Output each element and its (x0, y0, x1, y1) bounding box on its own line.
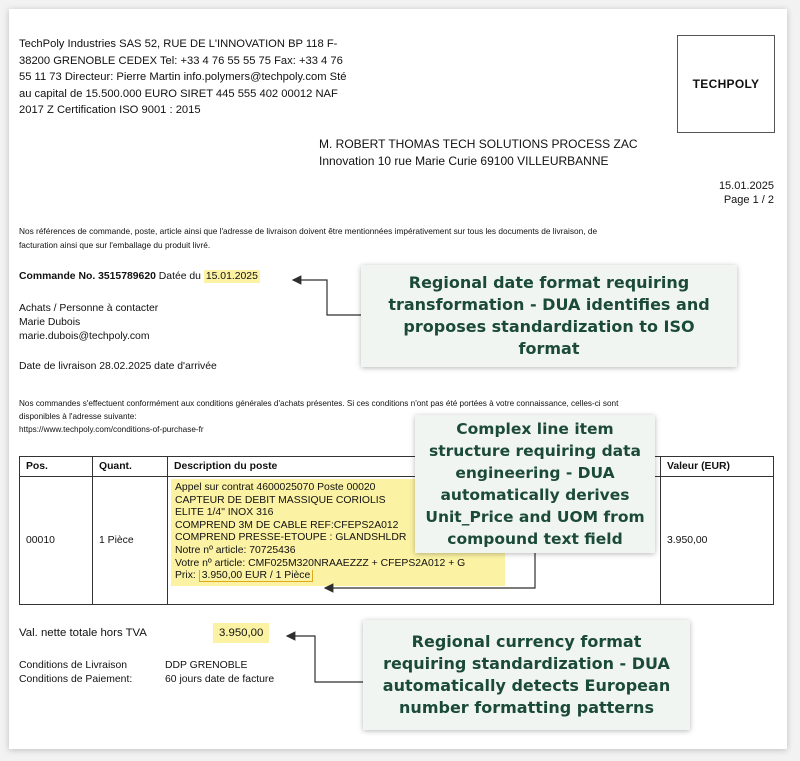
sender-line: 2017 Z Certification ISO 9001 : 2015 (19, 104, 201, 116)
total-value-highlight: 3.950,00 (213, 623, 269, 643)
document-date: 15.01.2025 (718, 180, 774, 192)
recipient-address (319, 136, 679, 170)
recipient-line: M. ROBERT THOMAS TECH SOLUTIONS PROCESS ZAC (319, 137, 638, 151)
callout-line-item: Complex line item structure requiring data engineering - DUA automatically derives Unit_Price and UOM from compound text field (415, 415, 655, 553)
contact-block (19, 302, 158, 344)
contact-role: Achats / Personne à contacter (19, 303, 159, 314)
recipient-line: Innovation 10 rue Marie Curie 69100 VILLEURBANNE (319, 154, 609, 168)
notice-line: Nos références de commande, poste, article ainsi que l'adresse de livraison doivent être mentionnées impérativement sur tous les documents de livraison, de (19, 226, 598, 236)
order-date-highlight: 15.01.2025 (205, 271, 258, 282)
desc-line: Appel sur contrat 4600025070 Poste 00020 (175, 482, 376, 493)
purchase-terms (19, 397, 779, 436)
payment-conditions (19, 673, 274, 687)
payment-conditions-value: 60 jours date de facture (165, 674, 275, 685)
delivery-conditions-value: DDP GRENOBLE (165, 660, 248, 671)
price-label: Prix: (175, 570, 196, 582)
terms-url: https://www.techpoly.com/conditions-of-purchase-fr (19, 425, 204, 434)
line-items-table (19, 456, 774, 605)
company-logo: TECHPOLY (677, 35, 775, 133)
document-date-block (609, 179, 774, 207)
unit-price-box: 3.950,00 EUR / 1 Pièce (199, 570, 314, 582)
conditions-block (19, 659, 274, 687)
callout-date-format: Regional date format requiring transformation - DUA identifies and proposes standardization to ISO format (361, 265, 737, 367)
desc-line: COMPREND 3M DE CABLE REF:CFEPS2A012 (175, 519, 399, 531)
desc-line: Votre nº article: CMF025M320NRAAEZZZ + CFEPS2A012 + G (175, 557, 466, 569)
sender-line: au capital de 15.500.000 EURO SIRET 445 555 402 00012 NAF (19, 87, 338, 100)
sender-address (19, 36, 399, 119)
cell-valeur: 3.950,00 (661, 477, 774, 605)
table-header-row (20, 457, 774, 477)
col-header-pos: Pos. (20, 457, 93, 477)
desc-line: ELITE 1/4" INOX 316 (175, 507, 274, 519)
delivery-conditions (19, 659, 274, 673)
desc-line: Notre nº article: 70725436 (175, 544, 296, 556)
notice-line: facturation ainsi que sur l'emballage du produit livré. (19, 240, 211, 250)
col-header-quant: Quant. (93, 457, 168, 477)
col-header-description: Description du poste (168, 457, 661, 477)
sender-line: 55 11 73 Directeur: Pierre Martin info.polymers@techpoly.com Sté (19, 71, 347, 83)
document-page (9, 9, 787, 749)
reference-notice (19, 224, 769, 252)
order-dated-label: Datée du (158, 271, 201, 282)
delivery-date: Date de livraison 28.02.2025 date d'arrivée (19, 361, 217, 372)
callout-currency-format: Regional currency format requiring standardization - DUA automatically detects European number formatting patterns (363, 620, 690, 730)
sender-line: 38200 GRENOBLE CEDEX Tel: +33 4 76 55 55 75 Fax: +33 4 76 (19, 54, 343, 67)
table-row (20, 477, 774, 605)
cell-pos: 00010 (20, 477, 93, 605)
total-label: Val. nette totale hors TVA (19, 627, 147, 639)
desc-price-line (175, 570, 501, 583)
col-header-valeur: Valeur (EUR) (661, 457, 774, 477)
currency-arrow (287, 636, 363, 682)
contact-email: marie.dubois@techpoly.com (19, 331, 150, 342)
page-indicator: Page 1 / 2 (723, 194, 774, 206)
terms-line: Nos commandes s'effectuent conformément aux conditions générales d'achats présentes. Si ces conditions n'ont pas été portées à votre connaissance, celles-ci sont (19, 399, 619, 408)
delivery-conditions-label: Conditions de Livraison (19, 660, 128, 671)
desc-line: COMPREND PRESSE-ETOUPE : GLANDSHLDR (175, 532, 407, 544)
terms-line: disponibles à l'adresse suivante: (19, 412, 137, 421)
date-arrow (293, 280, 361, 315)
order-line (19, 271, 260, 282)
payment-conditions-label: Conditions de Paiement: (19, 674, 133, 685)
contact-name: Marie Dubois (19, 317, 81, 328)
sender-line: TechPoly Industries SAS 52, RUE DE L'INNOVATION BP 118 F- (19, 38, 338, 50)
order-number: Commande No. 3515789620 (19, 271, 156, 282)
desc-line: CAPTEUR DE DEBIT MASSIQUE CORIOLIS (175, 494, 386, 506)
cell-quant: 1 Pièce (93, 477, 168, 605)
